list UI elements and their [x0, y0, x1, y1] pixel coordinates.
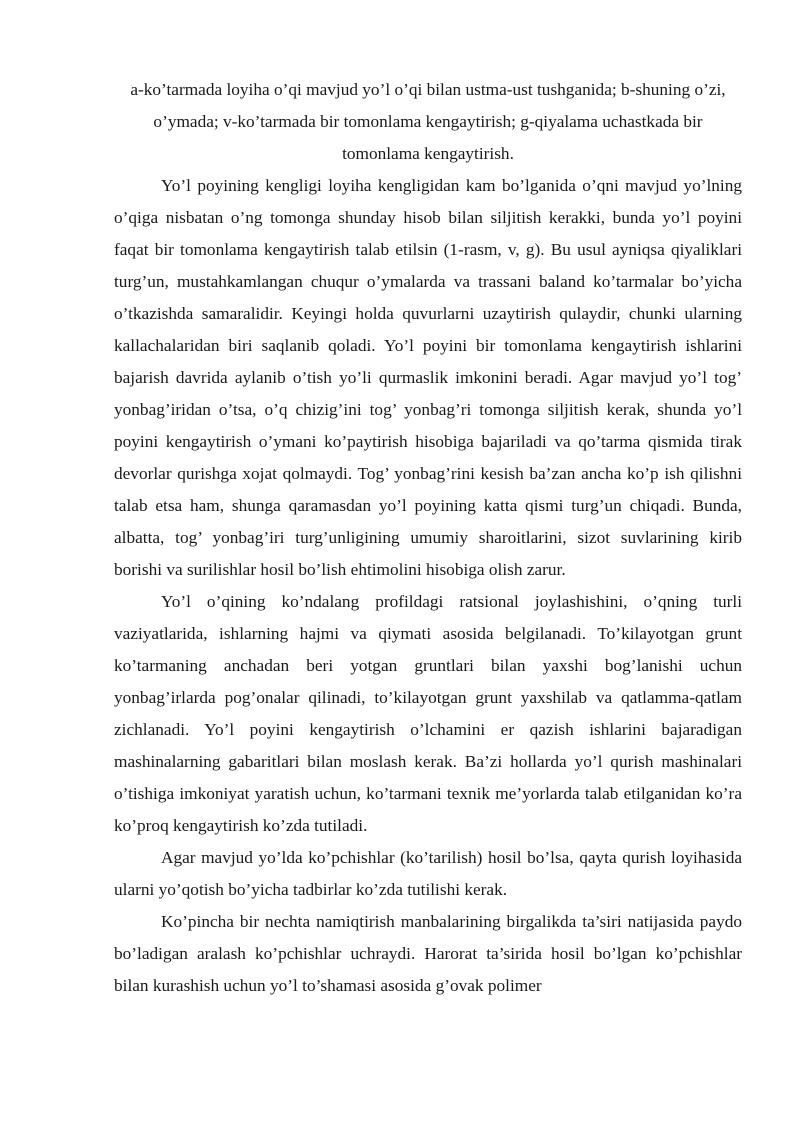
- paragraph-mixed-heave: Ko’pincha bir nechta namiqtirish manbalarining birgalikda ta’siri natijasida paydo bo’ladigan aralash ko’pchishlar uchraydi. Harorat ta’sirida hosil bo’lgan ko’pchishlar bilan kurashish uchun yo’l to’shamasi asosida g’ovak polimer: [114, 912, 742, 995]
- paragraph-axis-placement: Yo’l o’qining ko’ndalang profildagi ratsional joylashishini, o’qning turli vaziyatlarida, ishlarning hajmi va qiymati asosida belgilanadi. To’kilayotgan grunt ko’tarmaning anchadan beri yotgan gruntlari bilan yaxshi bog’lanishi uchun yonbag’irlarda pog’onalar qilinadi, to’kilayotgan grunt yaxshilab va qatlamma-qatlam zichlanadi. Yo’l poyini kengaytirish o’lchamini er qazish ishlarini bajaradigan mashinalarning gabaritlari bilan moslash kerak. Ba’zi hollarda yo’l qurish mashinalari o’tishiga imkoniyat yaratish uchun, ko’tarmani texnik me’yorlarda talab etilganidan ko’ra ko’proq kengaytirish ko’zda tutiladi.: [114, 592, 742, 835]
- paragraph-frost-heave: Agar mavjud yo’lda ko’pchishlar (ko’tarilish) hosil bo’lsa, qayta qurish loyihasida ularni yo’qotish bo’yicha tadbirlar ko’zda tutilishi kerak.: [114, 848, 742, 899]
- figure-caption: a-ko’tarmada loyiha o’qi mavjud yo’l o’qi bilan ustma-ust tushganida; b-shuning o’zi, o’ymada; v-ko’tarmada bir tomonlama kengaytirish; g-qiyalama uchastkada bir tomonlama kengaytirish.: [130, 80, 726, 163]
- paragraph-road-bed-widening: Yo’l poyining kengligi loyiha kengligidan kam bo’lganida o’qni mavjud yo’lning o’qiga nisbatan o’ng tomonga shunday hisob bilan siljitish kerakki, bunda yo’l poyini faqat bir tomonlama kengaytirish talab etilsin (1-rasm, v, g). Bu usul ayniqsa qiyaliklari turg’un, mustahkamlangan chuqur o’ymalarda va trassani baland ko’tarmalar bo’yicha o’tkazishda samaralidir. Keyingi holda quvurlarni uzaytirish qulaydir, chunki ularning kallachalaridan biri saqlanib qoladi. Yo’l poyini bir tomonlama kengaytirish ishlarini bajarish davrida aylanib o’tish yo’li qurmaslik imkonini beradi. Agar mavjud yo’l tog’ yonbag’iridan o’tsa, o’q chizig’ini tog’ yonbag’ri tomonga siljitish kerak, shunda yo’l poyini kengaytirish o’ymani ko’paytirish hisobiga bajariladi va qo’tarma qismida tirak devorlar qurishga xojat qolmaydi. Tog’ yonbag’rini kesish ba’zan ancha ko’p ish qilishni talab etsa ham, shunga qaramasdan yo’l poyining katta qismi turg’un chiqadi. Bunda, albatta, tog’ yonbag’iri turg’unligining umumiy sharoitlarini, sizot suvlarining kirib borishi va surilishlar hosil bo’lish ehtimolini hisobiga olish zarur.: [114, 176, 742, 579]
- document-page: [114, 74, 742, 1002]
